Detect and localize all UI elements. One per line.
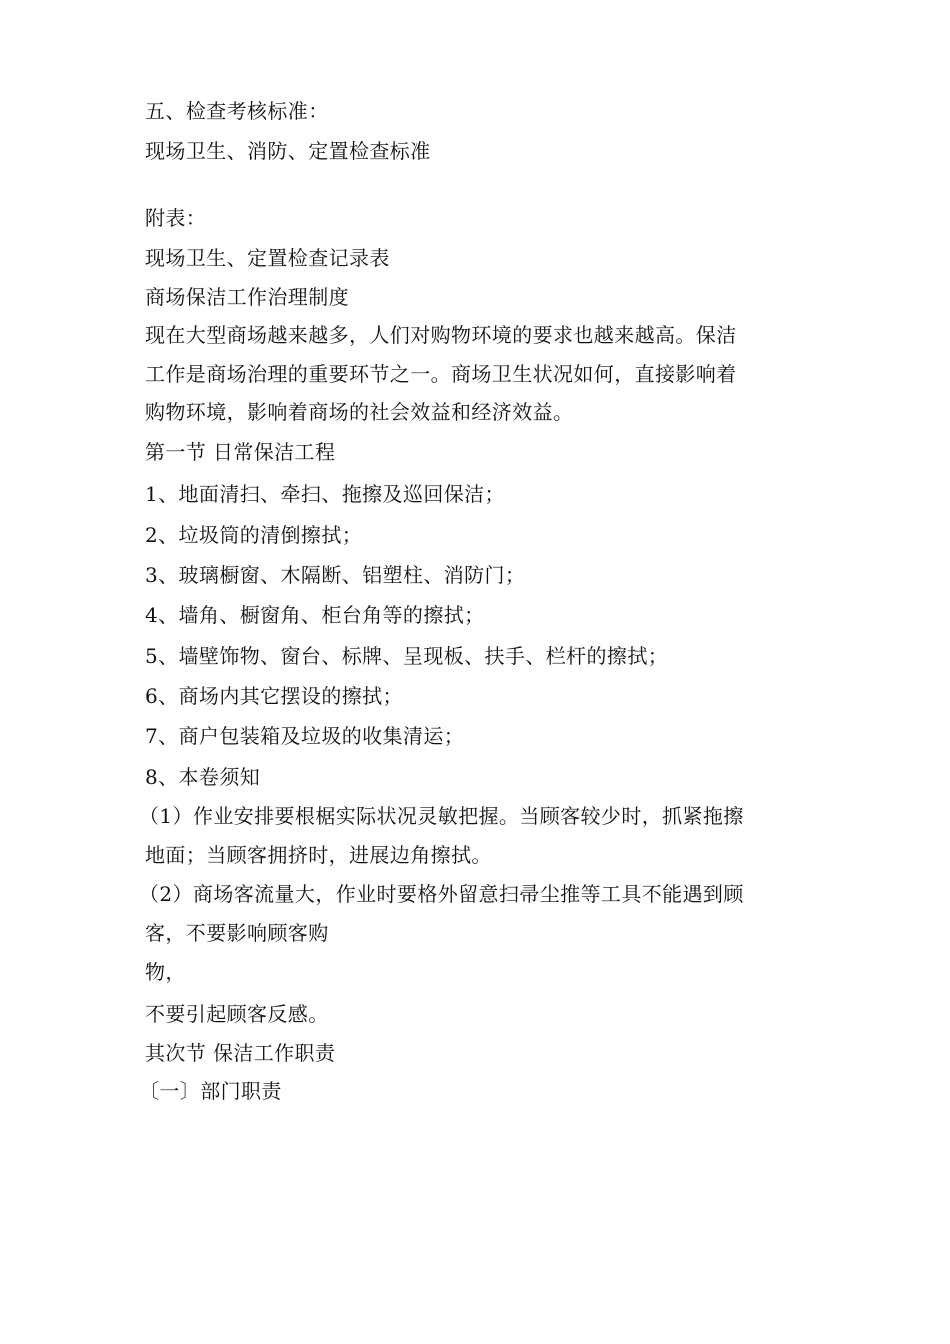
list-item: 8、本卷须知 [145, 765, 261, 789]
note-line: 地面；当顾客拥挤时，进展边角擦拭。 [145, 843, 492, 867]
section-heading: 五、检查考核标准： [145, 99, 329, 123]
paragraph-line: 现在大型商场越来越多，人们对购物环境的要求也越来越高。保洁 [145, 323, 737, 347]
section-heading: 其次节 保洁工作职责 [145, 1041, 336, 1065]
list-item: 3、玻璃橱窗、木隔断、铝塑柱、消防门； [145, 563, 526, 587]
note-line: 物， [145, 960, 186, 984]
list-item: 4、墙角、橱窗角、柜台角等的擦拭； [145, 603, 485, 627]
appendix-heading: 附表： [145, 206, 207, 230]
subsection-heading: 〔一〕部门职责 [139, 1079, 282, 1103]
text-line: 现场卫生、定置检查记录表 [145, 246, 390, 270]
note-line: 客，不要影响顾客购 [145, 921, 329, 945]
paragraph-line: 购物环境，影响着商场的社会效益和经济效益。 [145, 400, 574, 424]
paragraph-line: 工作是商场治理的重要环节之一。商场卫生状况如何，直接影响着 [145, 362, 737, 386]
section-heading: 第一节 日常保洁工程 [145, 440, 336, 464]
list-item: 6、商场内其它摆设的擦拭； [145, 684, 403, 708]
list-item: 7、商户包装箱及垃圾的收集清运； [145, 724, 465, 748]
list-item: 5、墙壁饰物、窗台、标牌、呈现板、扶手、栏杆的擦拭； [145, 644, 669, 668]
note-line: （2）商场客流量大，作业时要格外留意扫帚尘推等工具不能遇到顾 [139, 882, 744, 906]
list-item: 2、垃圾筒的清倒擦拭； [145, 523, 363, 547]
note-line: 不要引起顾客反感。 [145, 1002, 329, 1026]
text-line: 现场卫生、消防、定置检查标准 [145, 139, 431, 163]
list-item: 1、地面清扫、牵扫、拖擦及巡回保洁； [145, 482, 505, 506]
document-title: 商场保洁工作治理制度 [145, 285, 349, 309]
note-line: （1）作业安排要根椐实际状况灵敏把握。当顾客较少时，抓紧拖擦 [139, 804, 744, 828]
